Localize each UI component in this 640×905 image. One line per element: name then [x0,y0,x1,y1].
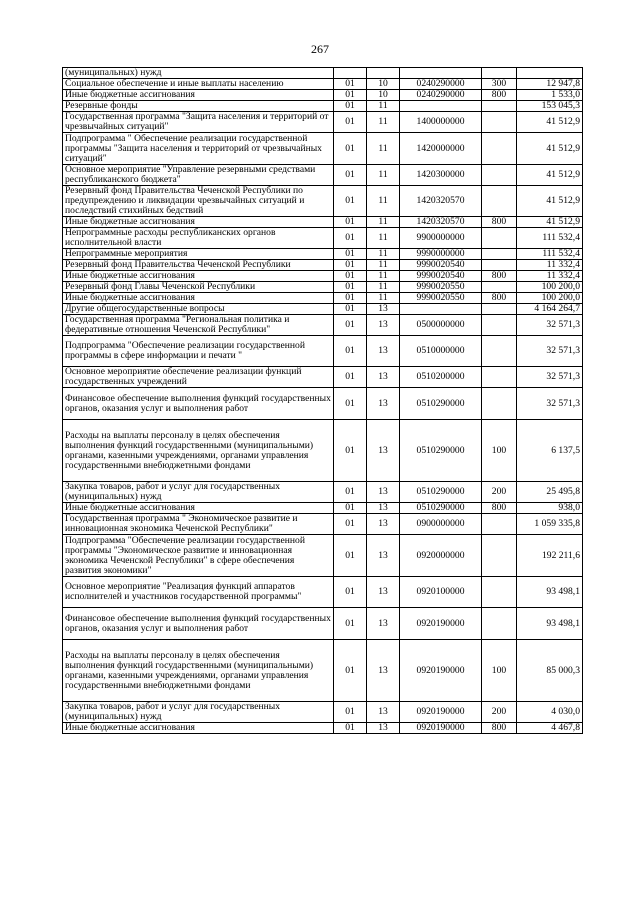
row-section: 01 [334,482,367,503]
row-sum: 12 947,8 [517,79,583,90]
row-program-code: 0920190000 [400,702,482,723]
row-section: 01 [334,271,367,282]
row-sum: 11 332,4 [517,260,583,271]
row-section: 01 [334,315,367,336]
row-name: Государственная программа "Защита населения и территорий от чрезвычайных ситуаций" [63,112,334,133]
row-sum: 41 512,9 [517,217,583,228]
row-program-code: 0920190000 [400,640,482,702]
row-expense-type: 200 [482,482,517,503]
row-section: 01 [334,577,367,608]
row-sum: 93 498,1 [517,608,583,640]
row-section: 01 [334,101,367,112]
row-program-code: 1400000000 [400,112,482,133]
table-row [63,503,583,514]
row-section: 01 [334,388,367,420]
row-section: 01 [334,112,367,133]
row-name: Подпрограмма "Обеспечение реализации государственной программы "Экономическое развитие и инновационная экономика Чеченской Республики" в сфере обеспечения развития экономики" [63,535,334,577]
row-section: 01 [334,702,367,723]
row-name: Основное мероприятие обеспечение реализации функций государственных учреждений [63,367,334,388]
row-subsection: 11 [367,249,400,260]
row-subsection: 13 [367,640,400,702]
row-expense-type [482,68,517,79]
row-subsection: 11 [367,112,400,133]
row-expense-type: 800 [482,271,517,282]
row-section: 01 [334,165,367,186]
row-program-code: 0920000000 [400,535,482,577]
row-program-code: 9990020550 [400,293,482,304]
row-subsection: 11 [367,228,400,249]
row-subsection: 13 [367,367,400,388]
row-program-code: 1420000000 [400,133,482,165]
row-expense-type: 800 [482,293,517,304]
row-program-code: 0510000000 [400,336,482,367]
row-program-code: 0510290000 [400,503,482,514]
row-expense-type [482,282,517,293]
table-row [63,482,583,503]
row-program-code [400,101,482,112]
row-program-code: 0920100000 [400,577,482,608]
row-name: Основное мероприятие "Реализация функций аппаратов исполнителей и участников государственной программы" [63,577,334,608]
row-subsection: 13 [367,420,400,482]
row-subsection: 13 [367,388,400,420]
row-section: 01 [334,90,367,101]
row-name: Закупка товаров, работ и услуг для государственных (муниципальных) нужд [63,482,334,503]
row-program-code: 0240290000 [400,79,482,90]
row-section: 01 [334,608,367,640]
row-subsection: 13 [367,482,400,503]
row-program-code: 0920190000 [400,723,482,734]
row-name: Закупка товаров, работ и услуг для государственных (муниципальных) нужд [63,702,334,723]
row-sum: 1 059 335,8 [517,514,583,535]
budget-table [62,67,583,734]
row-name: Финансовое обеспечение выполнения функций государственных органов, оказания услуг и выполнения работ [63,608,334,640]
row-section: 01 [334,260,367,271]
row-name: Основное мероприятие "Управление резервными средствами республиканского бюджета" [63,165,334,186]
table-row [63,112,583,133]
row-subsection: 11 [367,186,400,217]
row-program-code: 9900000000 [400,228,482,249]
row-expense-type: 100 [482,420,517,482]
row-sum: 1 533,0 [517,90,583,101]
row-sum: 32 571,3 [517,336,583,367]
table-row [63,165,583,186]
row-subsection: 13 [367,702,400,723]
row-expense-type [482,577,517,608]
row-expense-type [482,101,517,112]
table-row [63,186,583,217]
table-row [63,282,583,293]
row-subsection: 11 [367,282,400,293]
row-program-code: 0510290000 [400,388,482,420]
row-sum: 100 200,0 [517,282,583,293]
table-row [63,68,583,79]
row-expense-type [482,514,517,535]
row-subsection: 11 [367,260,400,271]
row-expense-type: 800 [482,723,517,734]
row-sum: 93 498,1 [517,577,583,608]
row-sum [517,68,583,79]
row-section: 01 [334,304,367,315]
row-expense-type [482,388,517,420]
row-subsection: 13 [367,577,400,608]
row-subsection: 13 [367,304,400,315]
row-name: Непрограммные расходы республиканских органов исполнительной власти [63,228,334,249]
row-expense-type [482,133,517,165]
row-sum: 11 332,4 [517,271,583,282]
row-name: Иные бюджетные ассигнования [63,90,334,101]
row-sum: 85 000,3 [517,640,583,702]
table-row [63,535,583,577]
row-expense-type [482,608,517,640]
table-row [63,577,583,608]
row-program-code: 0900000000 [400,514,482,535]
row-program-code [400,68,482,79]
row-sum: 41 512,9 [517,133,583,165]
row-section: 01 [334,503,367,514]
row-subsection: 11 [367,165,400,186]
row-name: Резервные фонды [63,101,334,112]
row-section: 01 [334,133,367,165]
row-subsection: 11 [367,271,400,282]
row-sum: 32 571,3 [517,315,583,336]
row-name: Расходы на выплаты персоналу в целях обеспечения выполнения функций государственными (муниципальными) органами, казенными учреждениями, органами управления государственными внебюджетными фондами [63,640,334,702]
row-section: 01 [334,420,367,482]
row-name: Подпрограмма "Обеспечение реализации государственной программы в сфере информации и печати " [63,336,334,367]
row-program-code: 1420320570 [400,217,482,228]
row-subsection: 10 [367,90,400,101]
row-sum: 192 211,6 [517,535,583,577]
table-row [63,101,583,112]
row-name: Иные бюджетные ассигнования [63,293,334,304]
row-section: 01 [334,336,367,367]
row-name: Финансовое обеспечение выполнения функций государственных органов, оказания услуг и выполнения работ [63,388,334,420]
row-expense-type [482,186,517,217]
row-subsection: 13 [367,608,400,640]
row-name: Расходы на выплаты персоналу в целях обеспечения выполнения функций государственными (муниципальными) органами, казенными учреждениями, органами управления государственными внебюджетными фондами [63,420,334,482]
row-program-code: 9990020540 [400,260,482,271]
row-subsection: 13 [367,503,400,514]
row-sum: 4 164 264,7 [517,304,583,315]
row-subsection: 13 [367,514,400,535]
row-expense-type: 200 [482,702,517,723]
row-program-code: 1420300000 [400,165,482,186]
row-subsection: 11 [367,293,400,304]
row-expense-type: 300 [482,79,517,90]
row-expense-type [482,228,517,249]
row-name: Иные бюджетные ассигнования [63,271,334,282]
row-section: 01 [334,535,367,577]
row-program-code: 0510290000 [400,420,482,482]
row-subsection: 10 [367,79,400,90]
row-section: 01 [334,367,367,388]
row-name: Подпрограмма " Обеспечение реализации государственной программы "Защита населения и территорий от чрезвычайных ситуаций" [63,133,334,165]
row-subsection: 13 [367,315,400,336]
table-row [63,640,583,702]
row-sum: 32 571,3 [517,388,583,420]
row-sum: 111 532,4 [517,249,583,260]
row-expense-type: 100 [482,640,517,702]
row-program-code: 0510200000 [400,367,482,388]
table-row [63,90,583,101]
row-program-code: 0500000000 [400,315,482,336]
row-expense-type [482,260,517,271]
row-sum: 100 200,0 [517,293,583,304]
row-program-code: 9990020540 [400,271,482,282]
row-section: 01 [334,282,367,293]
row-expense-type [482,315,517,336]
row-expense-type: 800 [482,217,517,228]
table-row [63,79,583,90]
row-subsection: 11 [367,217,400,228]
table-row [63,388,583,420]
row-section: 01 [334,514,367,535]
page-number: 267 [311,42,329,56]
row-program-code: 0510290000 [400,482,482,503]
row-section: 01 [334,228,367,249]
row-sum: 41 512,9 [517,165,583,186]
row-expense-type [482,112,517,133]
row-name: Другие общегосударственные вопросы [63,304,334,315]
row-sum: 938,0 [517,503,583,514]
row-section: 01 [334,79,367,90]
table-row [63,271,583,282]
row-section: 01 [334,293,367,304]
row-program-code: 0240290000 [400,90,482,101]
table-row [63,608,583,640]
table-row [63,228,583,249]
row-name: Иные бюджетные ассигнования [63,723,334,734]
row-program-code [400,304,482,315]
row-sum: 32 571,3 [517,367,583,388]
table-row [63,702,583,723]
row-name: Резервный фонд Правительства Чеченской Республики [63,260,334,271]
row-name: Иные бюджетные ассигнования [63,503,334,514]
row-section [334,68,367,79]
row-program-code: 1420320570 [400,186,482,217]
row-name: Иные бюджетные ассигнования [63,217,334,228]
row-section: 01 [334,217,367,228]
row-name: Государственная программа "Региональная политика и федеративные отношения Чеченской Республики" [63,315,334,336]
row-name: Резервный фонд Правительства Чеченской Республики по предупреждению и ликвидации чрезвычайных ситуаций и последствий стихийных бедствий [63,186,334,217]
row-name: Социальное обеспечение и иные выплаты населению [63,79,334,90]
row-expense-type: 800 [482,503,517,514]
table-row [63,336,583,367]
row-sum: 111 532,4 [517,228,583,249]
row-subsection: 13 [367,336,400,367]
row-expense-type [482,165,517,186]
row-expense-type [482,367,517,388]
row-subsection: 11 [367,133,400,165]
row-name: Непрограммные мероприятия [63,249,334,260]
row-sum: 41 512,9 [517,186,583,217]
table-row [63,304,583,315]
row-subsection [367,68,400,79]
row-section: 01 [334,186,367,217]
row-sum: 25 495,8 [517,482,583,503]
budget-table-body [63,68,583,734]
row-section: 01 [334,640,367,702]
table-row [63,420,583,482]
table-row [63,367,583,388]
table-row [63,133,583,165]
table-row [63,315,583,336]
table-row [63,514,583,535]
row-sum: 4 467,8 [517,723,583,734]
table-row [63,723,583,734]
table-row [63,293,583,304]
row-subsection: 13 [367,723,400,734]
row-name: (муниципальных) нужд [63,68,334,79]
row-name: Государственная программа " Экономическое развитие и инновационная экономика Чеченской Республики" [63,514,334,535]
row-expense-type: 800 [482,90,517,101]
row-program-code: 9990020550 [400,282,482,293]
row-program-code: 9990000000 [400,249,482,260]
row-expense-type [482,535,517,577]
row-section: 01 [334,249,367,260]
table-row [63,217,583,228]
row-program-code: 0920190000 [400,608,482,640]
row-expense-type [482,304,517,315]
row-sum: 6 137,5 [517,420,583,482]
row-sum: 41 512,9 [517,112,583,133]
row-expense-type [482,249,517,260]
row-sum: 153 045,3 [517,101,583,112]
row-subsection: 13 [367,535,400,577]
table-row [63,260,583,271]
row-expense-type [482,336,517,367]
row-name: Резервный фонд Главы Чеченской Республики [63,282,334,293]
table-row [63,249,583,260]
row-section: 01 [334,723,367,734]
row-sum: 4 030,0 [517,702,583,723]
row-subsection: 11 [367,101,400,112]
